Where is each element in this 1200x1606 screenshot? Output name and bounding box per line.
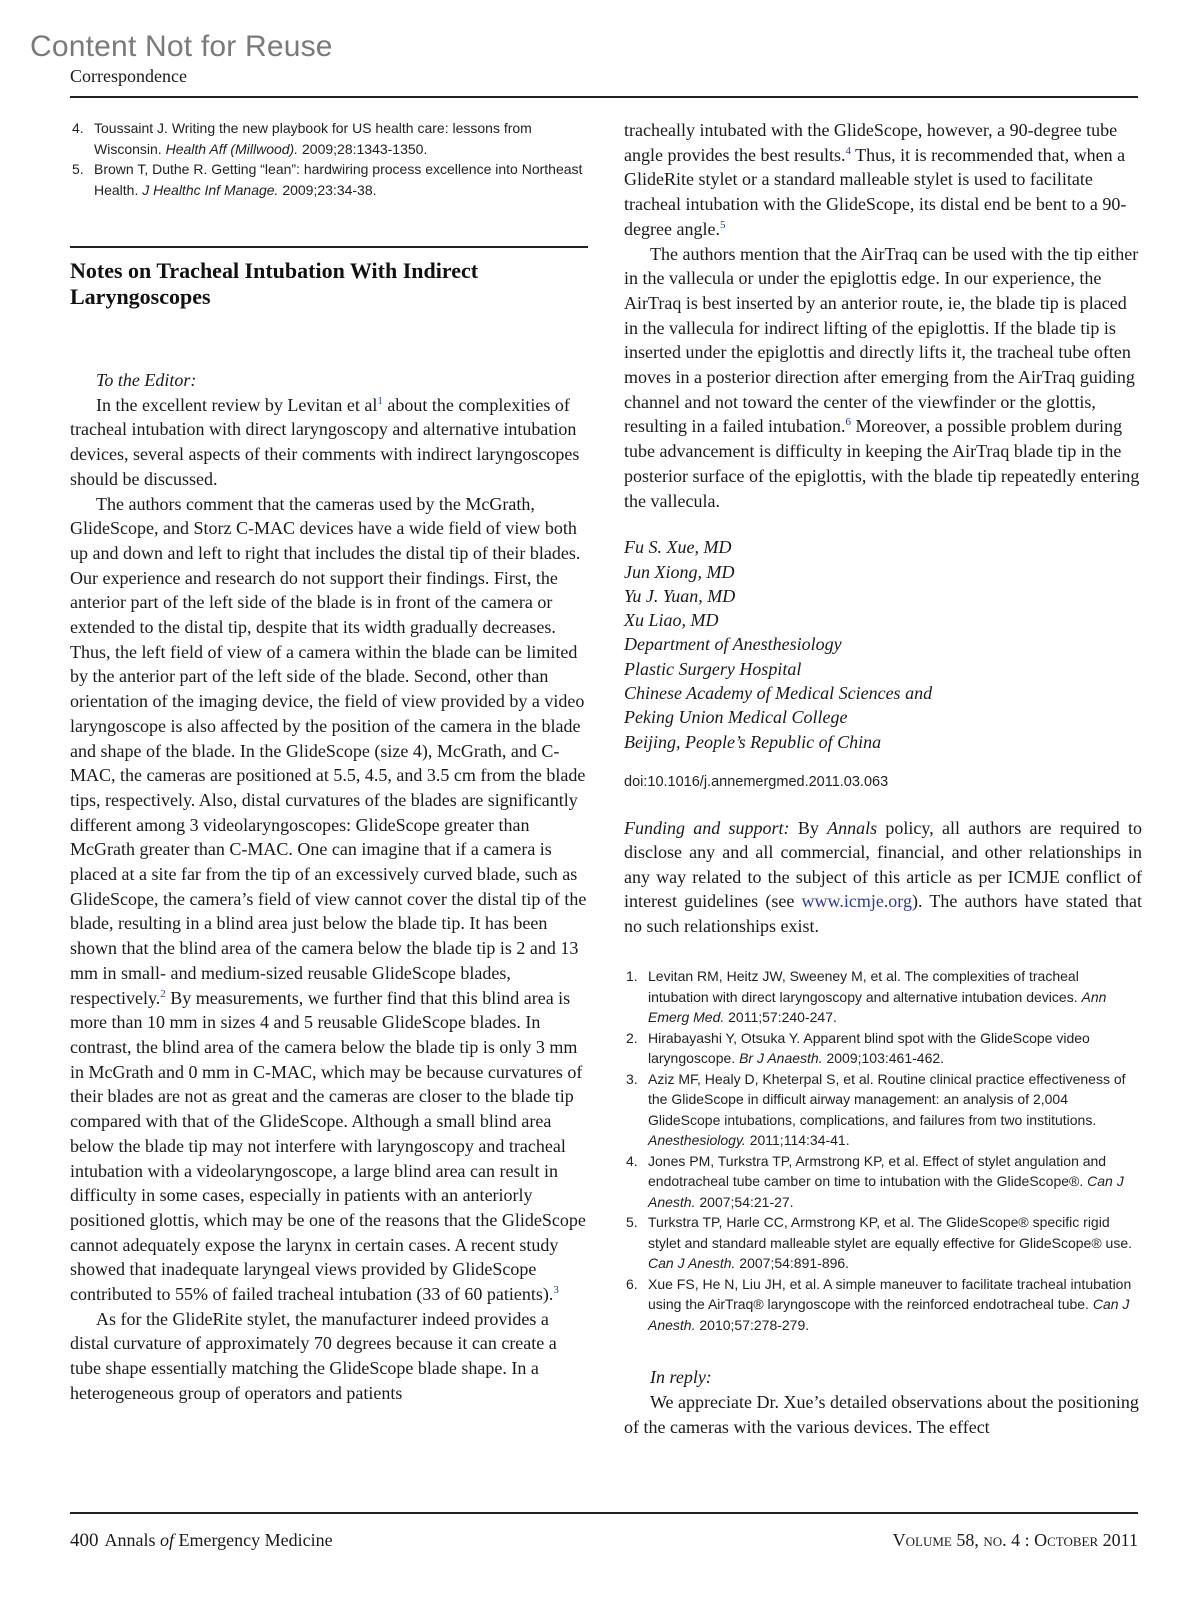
footer-journal: 400 Annals of Emergency Medicine <box>70 1530 333 1551</box>
footer-issue: Volume 58, no. 4 : October 2011 <box>892 1530 1138 1550</box>
icmje-link[interactable]: www.icmje.org <box>801 891 912 912</box>
citation-link[interactable]: 2 <box>160 987 166 1000</box>
signature-line: Jun Xiong, MD <box>624 561 735 582</box>
paragraph: The authors mention that the AirTraq can be used with the tip either in the vallecula or under the epiglottis edge. In our experience, the AirTraq is best inserted by an anterior route, ie, the blade tip is placed in the vallecula for indirect lifting of the epiglottis. If the blade tip is inserted under the epiglottis and directly lifts it, the tracheal tube often moves in a posterior direction after emerging from the AirTraq guiding channel and not toward the center of the viewfinder or the glottis, resulting in a failed intubation.$^6$ Moreover, a possible problem during tube advancement is difficulty in keeping the AirTraq blade tip in the posterior surface of the epiglottis, with the blade tip repeatedly entering the vallecula. <box>624 243 1140 511</box>
header-rule <box>70 96 1138 98</box>
reply-paragraph: We appreciate Dr. Xue’s detailed observations about the positioning of the cameras with the various devices. The effect <box>624 1392 1139 1437</box>
paragraph: tracheally intubated with the GlideScope, however, a 90-degree tube angle provides the best results.$^4$ Thus, it is recommended that, when a GlideRite stylet or a standard malleable stylet is used to facilitate tracheal intubation with the GlideScope, its distal end be bent to a 90-degree angle.$^5$ <box>624 120 1127 239</box>
signature-line: Fu S. Xue, MD <box>624 537 732 558</box>
reference-item: 2. Hirabayashi Y, Otsuka Y. Apparent blind spot with the GlideScope video laryngoscope. Br J Anaesth. 2009;103:461-462. <box>626 1029 1090 1067</box>
paragraph: The authors comment that the cameras used by the McGrath, GlideScope, and Storz C-MAC devices have a wide field of view both up and down and left to right that includes the distal tip of their blades. Our experience and research do not support their findings. First, the anterior part of the left side of the blade is in front of the camera or extended to the distal tip, despite that its width gradually decreases. Thus, the left field of view of a camera within the blade can be limited by the anterior part of the left side of the blade. Second, other than orientation of the imaging device, the field of view provided by a video laryngoscope is also affected by the position of the camera in the blade and shape of the blade. In the GlideScope (size 4), McGrath, and C-MAC, the cameras are positioned at 5.5, 4.5, and 3.5 cm from the blade tips, respectively. Also, distal curvatures of the blades are significantly different among 3 videolaryngoscopes: GlideScope greater than McGrath greater than C-MAC. One can imagine that if a camera is placed at a site far from the tip of an excessively curved blade, such as GlideScope, the camera’s field of view cannot cover the distal tip of the blade, resulting in a blind area just below the blade tip. It has been shown that the blind area of the camera below the blade tip is 2 and 13 mm in small- and medium-sized reusable GlideScope blades, respectively.$^2$ By measurements, we further find that this blind area is more than 10 mm in sizes 4 and 5 reusable GlideScope blades. In contrast, the blind area of the camera below the blade tip is only 3 mm in McGrath and 0 mm in C-MAC, which may be because curvatures of their blades are not as great and the cameras are closer to the blade tip compared with that of the GlideScope. Although a small blind area below the blade tip may not interfere with laryngoscopy and tracheal intubation with a videolaryngoscope, a large blind area can result in difficulty in some cases, especially in patients with an anteriorly positioned glottis, which may be one of the reasons that the GlideScope cannot adequately expose the larynx in certain cases. A recent study showed that inadequate laryngeal views provided by GlideScope contributed to 55% of failed tracheal intubation (33 of 60 patients).$^3$ <box>70 493 587 1305</box>
signature-line: Chinese Academy of Medical Sciences and <box>624 683 933 704</box>
reference-item: 6. Xue FS, He N, Liu JH, et al. A simple maneuver to facilitate tracheal intubation using the AirTraq® laryngoscope with the reinforced endotracheal tube. Can J Anesth. 2010;57:278-279. <box>626 1275 1132 1333</box>
section-label: Correspondence <box>70 66 187 86</box>
signature-line: Plastic Surgery Hospital <box>624 658 802 679</box>
author-signature <box>624 535 1142 754</box>
left-column <box>70 118 588 1406</box>
signature-line: Beijing, People’s Republic of China <box>624 731 882 752</box>
signature-line: Peking Union Medical College <box>624 707 848 728</box>
footer-rule <box>70 1512 1138 1514</box>
reply-heading: In reply: <box>650 1367 712 1388</box>
article-title: Notes on Tracheal Intubation With Indirect Laryngoscopes <box>70 258 479 309</box>
reference-item: 4. Toussaint J. Writing the new playbook for US health care: lessons from Wisconsin. Health Aff (Millwood). 2009;28:1343-1350. <box>72 120 532 157</box>
salutation: To the Editor: <box>96 370 197 390</box>
signature-line: Yu J. Yuan, MD <box>624 585 736 606</box>
paragraph: In the excellent review by Levitan et $al^1$ about the complexities of tracheal intubation with direct laryngoscopy and alternative intubation devices, several aspects of their comments with indirect laryngoscopes should be discussed. <box>70 394 580 489</box>
reference-list <box>624 966 1142 1335</box>
reference-item: 5. Turkstra TP, Harle CC, Armstrong KP, et al. The GlideScope® specific rigid stylet and standard malleable stylet are equally effective for GlideScope® use. Can J Anesth. 2007;54:891-896. <box>626 1214 1132 1272</box>
citation-link[interactable]: 5 <box>719 218 726 231</box>
reference-item: 4. Jones PM, Turkstra TP, Armstrong KP, et al. Effect of stylet angulation and endotracheal tube camber on time to intubation with the GlideScope®. Can J Anesth. 2007;54:21-27. <box>626 1152 1124 1210</box>
article-rule <box>70 246 588 248</box>
watermark: Content Not for Reuse <box>30 30 333 63</box>
reference-item: 1. Levitan RM, Heitz JW, Sweeney M, et al. The complexities of tracheal intubation with direct laryngoscopy and alternative intubation devices. Ann Emerg Med. 2011;57:240-247. <box>626 968 1107 1026</box>
page-number: 400 <box>70 1530 99 1551</box>
citation-link[interactable]: 4 <box>845 144 851 157</box>
article-body-left <box>70 393 588 1406</box>
reference-item: 3. Aziz MF, Healy D, Kheterpal S, et al. Routine clinical practice effectiveness of the GlideScope in difficult airway management: an analysis of 2,004 GlideScope intubations, complications, and failures from two institutions. Anesthesiology. 2011;114:34-41. <box>626 1070 1126 1149</box>
signature-line: Department of Anesthesiology <box>624 634 842 655</box>
reference-item: 5. Brown T, Duthe R. Getting “lean”: hardwiring process excellence into Northeast Health. J Healthc Inf Manage. 2009;23:34-38. <box>72 161 583 198</box>
top-reference-list <box>70 118 588 200</box>
citation-link[interactable]: 1 <box>377 394 383 407</box>
signature-line: Xu Liao, MD <box>624 610 719 631</box>
paragraph: As for the GlideRite stylet, the manufacturer indeed provides a distal curvature of approximately 70 degrees because it can create a tube shape essentially matching the GlideScope blade shape. In a heterogeneous group of operators and patients <box>70 1308 557 1403</box>
citation-link[interactable]: 6 <box>845 416 851 429</box>
doi: doi:10.1016/j.annemergmed.2011.03.063 <box>624 773 889 790</box>
article-body-right <box>624 118 1142 513</box>
right-column <box>624 118 1142 1440</box>
funding-statement: Funding and support: By Annals policy, all authors are required to disclose any and all commercial, financial, and other relationships in any way related to the subject of this article as per ICMJE conflict of interest guidelines (see www.icmje.org). The authors have stated that no such relationships exist. <box>624 817 1142 936</box>
citation-link[interactable]: 3 <box>553 1284 559 1297</box>
